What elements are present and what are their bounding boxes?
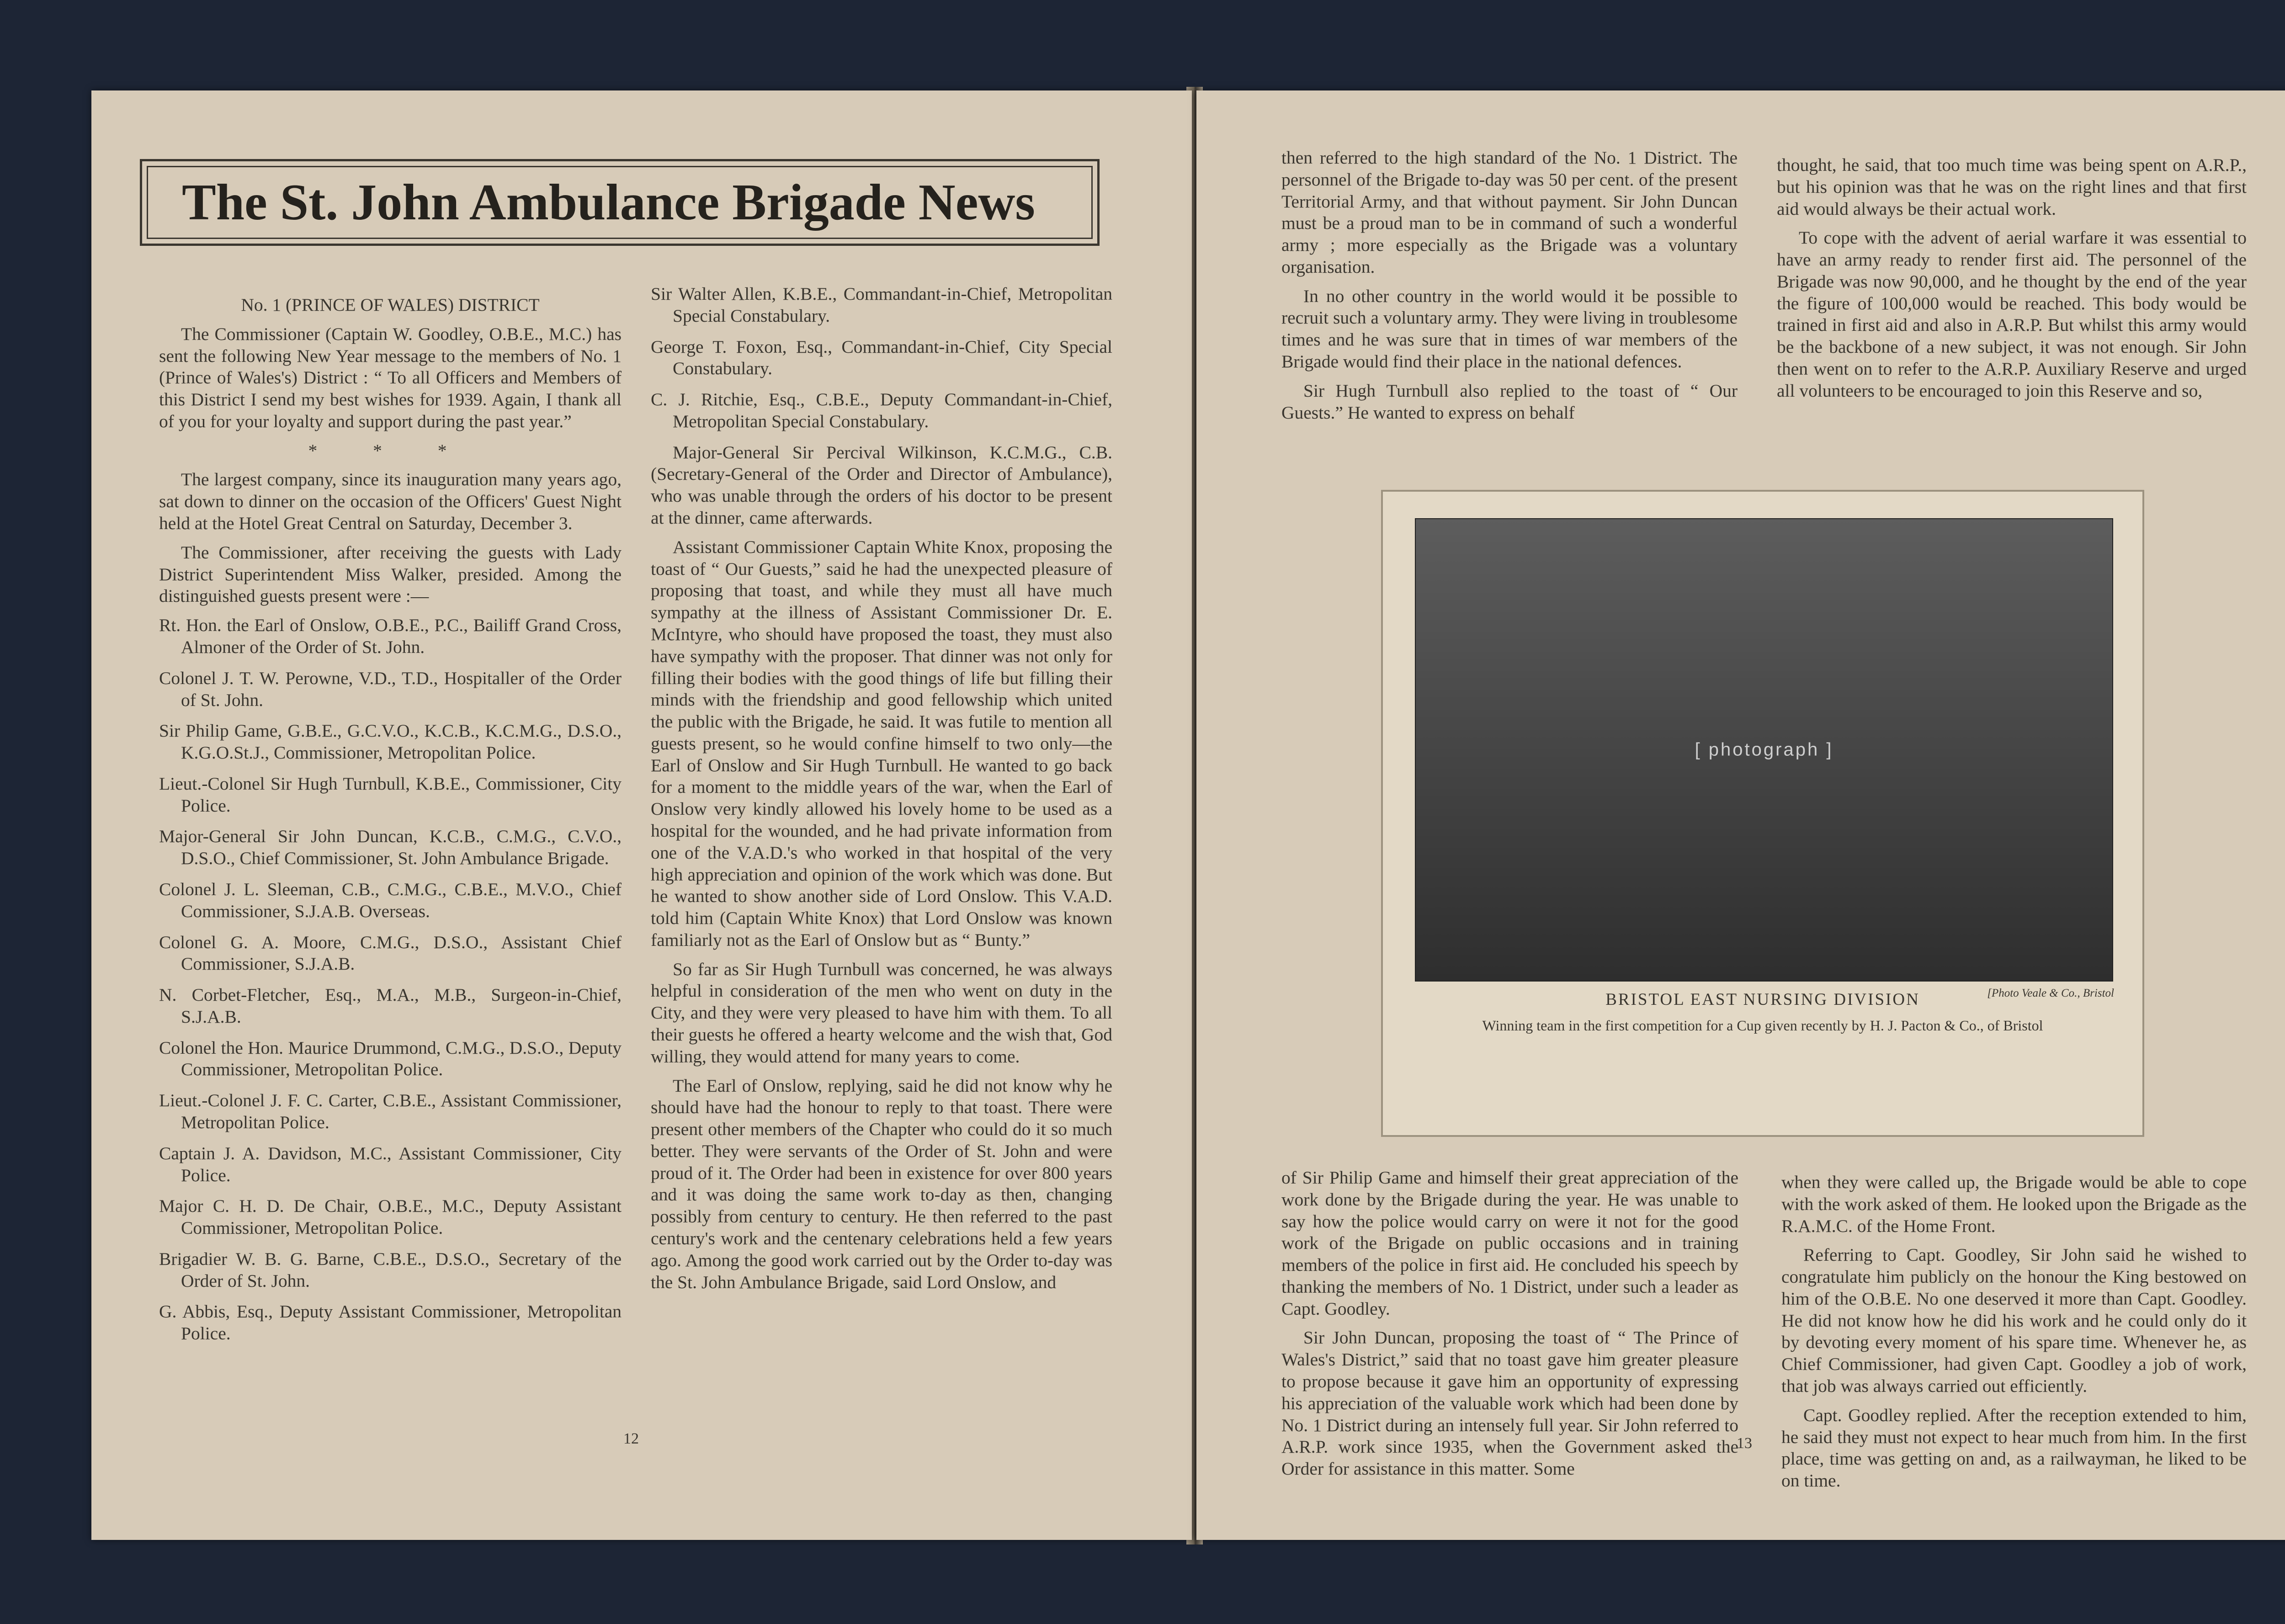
paragraph: Lieut.-Colonel Sir Hugh Turnbull, K.B.E., Commissioner, City Police. — [159, 773, 622, 816]
paragraph: of Sir Philip Game and himself their great appreciation of the work done by the Brigade during the year. He was unable to say how the police would carry on were it not for the good work of the Brigade on public occasions and in training members of the police in first aid. He concluded his speech by thanking the members of No. 1 District, under such a leader as Capt. Goodley. — [1281, 1168, 1738, 1319]
right-top-column-2 — [1777, 154, 2247, 409]
paragraph: The Commissioner (Captain W. Goodley, O.B.E., M.C.) has sent the following New Year message to the members of No. 1 (Prince of Wales's) District : “ To all Officers and Members of this District I send my best wishes for 1939. Again, I thank all of you for your loyalty and support during the past year.” — [159, 324, 622, 431]
paragraph: In no other country in the world would it be possible to recruit such a voluntary army. They were living in troublesome times and he was sure that in times of war members of the Brigade would find their place in the national defences. — [1281, 286, 1738, 372]
left-column-1 — [159, 294, 622, 1354]
paragraph: Sir John Duncan, proposing the toast of “ The Prince of Wales's District,” said that no toast gave him greater pleasure to propose because it gave him an opportunity of expressing his appreciation of the valuable work which had been done by No. 1 District during an intensely full year. Sir John referred to A.R.P. work since 1935, when the Government asked the Order for assistance in this matter. Some — [1281, 1327, 1738, 1479]
paragraph: thought, he said, that too much time was being spent on A.R.P., but his opinion was that he was on the right lines and that first aid would always be their actual work. — [1777, 155, 2247, 219]
paragraph: Referring to Capt. Goodley, Sir John said he wished to congratulate him publicly on the honour the King bestowed on him of the O.B.E. No one deserved it more than Capt. Goodley. He did not know how he did his work and he could only do it by devoting every moment of his spare time. Whenever he, as Chief Commissioner, had given Capt. Goodley a job of work, that job was always carried out efficiently. — [1781, 1245, 2247, 1396]
paragraph: G. Abbis, Esq., Deputy Assistant Commissioner, Metropolitan Police. — [159, 1301, 622, 1344]
paragraph: Brigadier W. B. G. Barne, C.B.E., D.S.O., Secretary of the Order of St. John. — [159, 1248, 622, 1291]
paragraph: Sir Philip Game, G.B.E., G.C.V.O., K.C.B., K.C.M.G., D.S.O., K.G.O.St.J., Commissioner, Metropolitan Police. — [159, 721, 622, 763]
paragraph: Assistant Commissioner Captain White Knox, proposing the toast of “ Our Guests,” said he had the unexpected pleasure of proposing that toast, and while they must all have much sympathy at the illness of Assistant Commissioner Dr. E. McIntyre, who should have proposed the toast, they must also have sympathy with the proposer. That dinner was not only for filling their bodies with the good things of life but filling their minds with the friendship and good fellowship which united the public with the Brigade, he said. It was futile to mention all guests present, so he would confine himself to two only—the Earl of Onslow and Sir Hugh Turnbull. He wanted to go back for a moment to the middle years of the war, when the Earl of Onslow very kindly allowed his lovely home to be used as a hospital for the wounded, and he had private information from one of the V.A.D.'s who worked in that hospital of the very high appreciation and opinion of the work which was done. But he wanted to show another side of Lord Onslow. This V.A.D. told him (Captain White Knox) that Lord Onslow was known familiarly not as the Earl of Onslow but as “ Bunty.” — [651, 536, 1112, 950]
right-page — [1196, 90, 2285, 1540]
paragraph: Sir Walter Allen, K.B.E., Commandant-in-Chief, Metropolitan Special Constabulary. — [651, 284, 1112, 326]
paragraph: Colonel G. A. Moore, C.M.G., D.S.O., Assistant Chief Commissioner, S.J.A.B. — [159, 932, 622, 974]
team-photograph: [ photograph ] — [1415, 518, 2113, 982]
paragraph: No. 1 (PRINCE OF WALES) DISTRICT — [241, 295, 540, 315]
section-break: * * * — [308, 440, 473, 461]
paragraph: Captain J. A. Davidson, M.C., Assistant Commissioner, City Police. — [159, 1143, 622, 1185]
left-column-2 — [651, 283, 1112, 1300]
right-bottom-column-2 — [1781, 1172, 2247, 1499]
paragraph: George T. Foxon, Esq., Commandant-in-Chief, City Special Constabulary. — [651, 336, 1112, 379]
paragraph: N. Corbet-Fletcher, Esq., M.A., M.B., Surgeon-in-Chief, S.J.A.B. — [159, 985, 622, 1027]
paragraph: The Commissioner, after receiving the guests with Lady District Superintendent Miss Walker, presided. Among the distinguished guests present were :— — [159, 542, 622, 606]
masthead-frame — [140, 159, 1100, 246]
paragraph: Major-General Sir John Duncan, K.C.B., C.M.G., C.V.O., D.S.O., Chief Commissioner, St. John Ambulance Brigade. — [159, 826, 622, 869]
paragraph: Major-General Sir Percival Wilkinson, K.C.M.G., C.B. (Secretary-General of the Order and Director of Ambulance), who was unable through the orders of his doctor to be present at the dinner, came afterwards. — [651, 442, 1112, 528]
paragraph: Colonel the Hon. Maurice Drummond, C.M.G., D.S.O., Deputy Commissioner, Metropolitan Police. — [159, 1037, 622, 1080]
photo-credit: [Photo Veale & Co., Bristol — [1987, 987, 2114, 999]
right-top-column-1 — [1281, 147, 1738, 431]
paragraph: Rt. Hon. the Earl of Onslow, O.B.E., P.C., Bailiff Grand Cross, Almoner of the Order of St. John. — [159, 615, 622, 657]
paragraph: The largest company, since its inauguration many years ago, sat down to dinner on the occasion of the Officers' Guest Night held at the Hotel Great Central on Saturday, December 3. — [159, 469, 622, 534]
paragraph: when they were called up, the Brigade would be able to cope with the work asked of them. He looked upon the Brigade as the R.A.M.C. of the Home Front. — [1781, 1172, 2247, 1236]
right-bottom-column-1 — [1281, 1167, 1738, 1487]
photo-frame — [1381, 490, 2144, 1137]
paragraph: Colonel J. T. W. Perowne, V.D., T.D., Hospitaller of the Order of St. John. — [159, 668, 622, 710]
left-page — [91, 90, 1192, 1540]
paragraph: Capt. Goodley replied. After the reception extended to him, he said they must not expect to hear much from him. In the first place, time was getting on and, as a railwayman, he liked to be on time. — [1781, 1405, 2247, 1491]
paragraph: then referred to the high standard of the No. 1 District. The personnel of the Brigade to-day was 50 per cent. of the present Territorial Army, and that without payment. Sir John Duncan must be a proud man to be in command of such a wonderful army ; more especially as the Brigade was a voluntary organisation. — [1281, 148, 1738, 277]
page-number-left: 12 — [623, 1430, 639, 1447]
paragraph: Colonel J. L. Sleeman, C.B., C.M.G., C.B.E., M.V.O., Chief Commissioner, S.J.A.B. Overseas. — [159, 879, 622, 921]
paragraph: Sir Hugh Turnbull also replied to the toast of “ Our Guests.” He wanted to express on behalf — [1281, 380, 1738, 423]
paragraph: To cope with the advent of aerial warfare it was essential to have an army ready to render first aid. The personnel of the Brigade was now 90,000, and he thought by the end of the year the figure of 100,000 would be reached. This body would be trained in first aid and also in A.R.P. But whilst this army would be the backbone of a new subject, it was not enough. Sir John then went on to refer to the A.R.P. Auxiliary Reserve and urged all volunteers to be encouraged to join this Reserve and so, — [1777, 228, 2247, 401]
masthead-title: The St. John Ambulance Brigade News — [182, 174, 1035, 231]
page-number-right: 13 — [1737, 1435, 1752, 1452]
paragraph: The Earl of Onslow, replying, said he did not know why he should have had the honour to reply to that toast. There were present other members of the Chapter who could do it so much better. They were servants of the Order of St. John and were proud of it. The Order had been in existence for over 800 years and it was doing the same work to-day as then, changing possibly from century to century. He then referred to the past century's work and the centenary celebrations held a few years ago. Among the good work carried out by the Order to-day was the St. John Ambulance Brigade, said Lord Onslow, and — [651, 1075, 1112, 1292]
photo-caption: Winning team in the first competition for a Cup given recently by H. J. Pacton & Co., of Bristol — [1482, 1017, 2043, 1034]
paragraph: Lieut.-Colonel J. F. C. Carter, C.B.E., Assistant Commissioner, Metropolitan Police. — [159, 1090, 622, 1132]
paragraph: Major C. H. D. De Chair, O.B.E., M.C., Deputy Assistant Commissioner, Metropolitan Police. — [159, 1196, 622, 1238]
photo-caption-title: BRISTOL EAST NURSING DIVISION — [1605, 990, 1920, 1009]
paragraph: So far as Sir Hugh Turnbull was concerned, he was always helpful in consideration of the men who went on duty in the City, and they were very pleased to have him with them. To all their guests he offered a hearty welcome and the wish that, God willing, they would attend for many years to come. — [651, 959, 1112, 1067]
paragraph: C. J. Ritchie, Esq., C.B.E., Deputy Commandant-in-Chief, Metropolitan Special Constabulary. — [651, 389, 1112, 431]
